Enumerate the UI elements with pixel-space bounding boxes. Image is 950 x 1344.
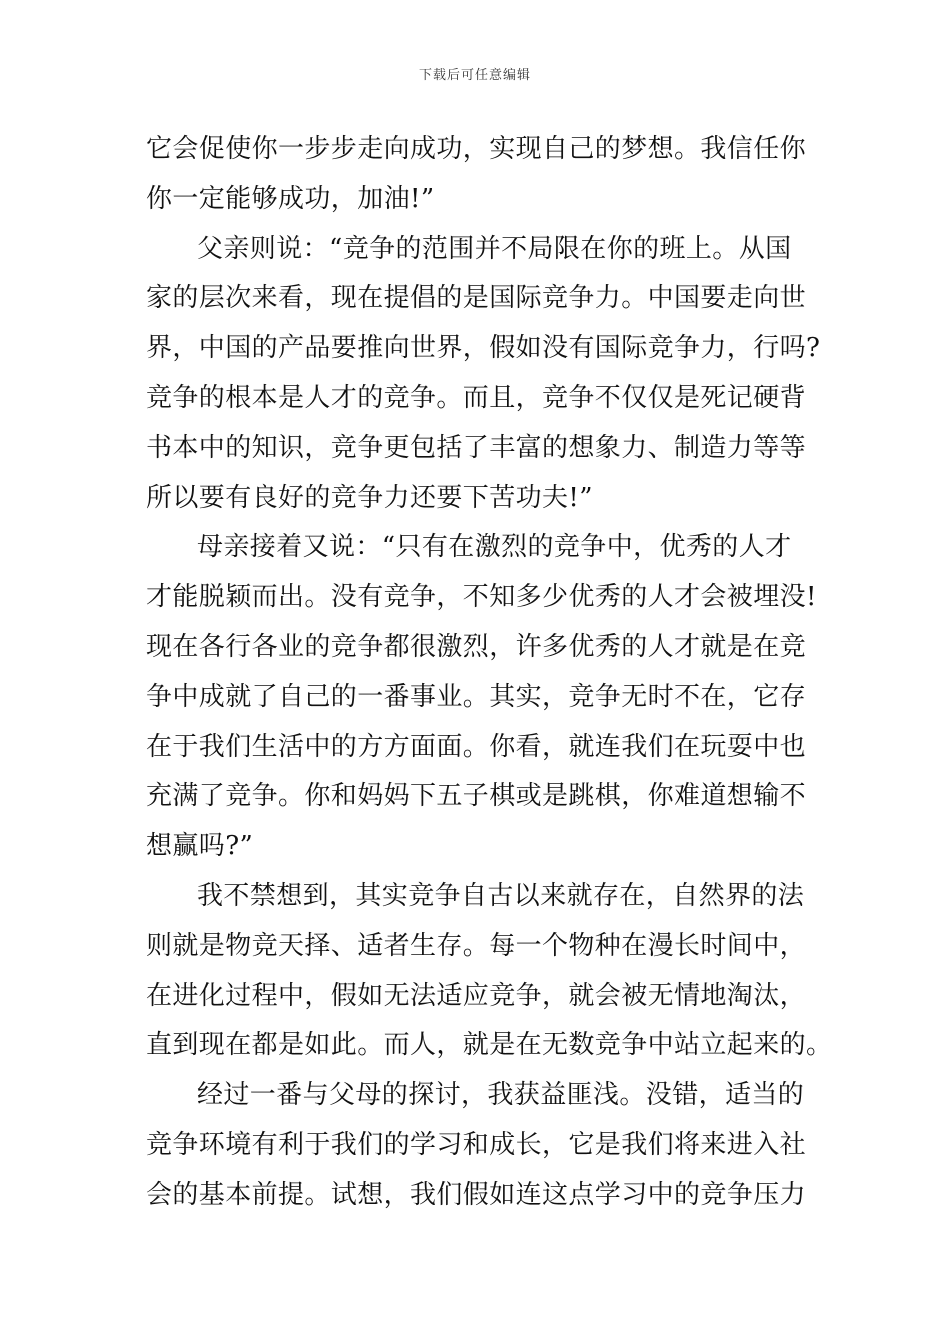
document-body	[146, 125, 833, 1221]
text-line: 书本中的知识，竞争更包括了丰富的想象力、制造力等等	[146, 432, 807, 463]
text-line: 所以要有良好的竞争力还要下苦功夫!”	[146, 482, 593, 513]
text-line: 才能脱颖而出。没有竞争，不知多少优秀的人才会被埋没!	[146, 582, 817, 613]
text-line: 现在各行各业的竞争都很激烈，许多优秀的人才就是在竞	[146, 631, 807, 662]
text-line: 界，中国的产品要推向世界，假如没有国际竞争力，行吗?	[146, 333, 821, 364]
text-line: 充满了竞争。你和妈妈下五子棋或是跳棋，你难道想输不	[146, 781, 807, 812]
text-line: 会的基本前提。试想，我们假如连这点学习中的竞争压力	[146, 1179, 807, 1210]
text-line: 竞争的根本是人才的竞争。而且，竞争不仅仅是死记硬背	[146, 382, 807, 413]
text-line: 它会促使你一步步走向成功，实现自己的梦想。我信任你	[146, 134, 807, 164]
paragraph-start-line: 经过一番与父母的探讨，我获益匪浅。没错，适当的	[197, 1080, 805, 1111]
page-header: 下载后可任意编辑	[418, 68, 531, 83]
text-line: 家的层次来看，现在提倡的是国际竞争力。中国要走向世	[146, 283, 807, 314]
text-line: 竞争环境有利于我们的学习和成长，它是我们将来进入社	[146, 1129, 807, 1160]
text-line: 想赢吗?”	[146, 831, 254, 862]
text-line: 你一定能够成功，加油!”	[146, 183, 435, 214]
text-line: 直到现在都是如此。而人，就是在无数竞争中站立起来的。	[146, 1030, 833, 1061]
text-line: 在于我们生活中的方方面面。你看，就连我们在玩耍中也	[146, 731, 807, 762]
paragraph-start-line: 母亲接着又说：“只有在激烈的竞争中，优秀的人才	[197, 532, 792, 563]
text-line: 在进化过程中，假如无法适应竞争，就会被无情地淘汰，	[146, 980, 807, 1011]
text-line: 则就是物竞天择、适者生存。每一个物种在漫长时间中，	[146, 930, 807, 961]
paragraph-start-line: 父亲则说：“竞争的范围并不局限在你的班上。从国	[197, 233, 792, 264]
text-line: 争中成就了自己的一番事业。其实，竞争无时不在，它存	[146, 681, 807, 712]
paragraph-start-line: 我不禁想到，其实竞争自古以来就存在，自然界的法	[197, 880, 805, 911]
